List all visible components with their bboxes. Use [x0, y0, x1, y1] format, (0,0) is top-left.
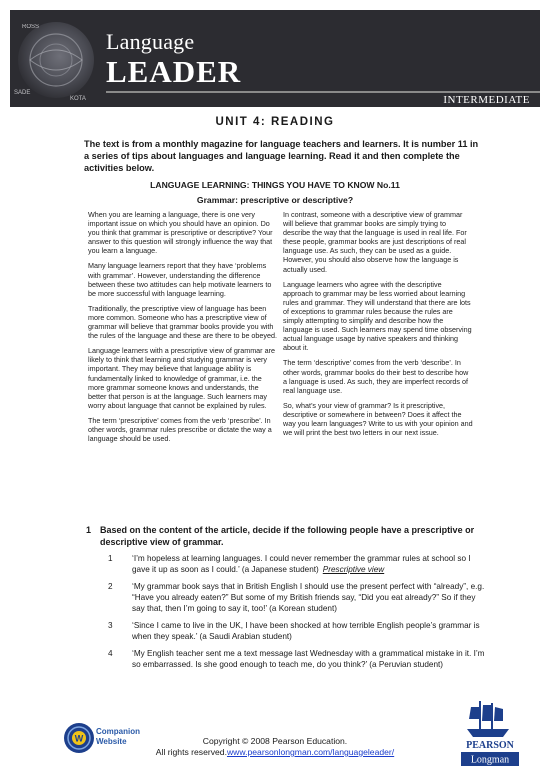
article-title: LANGUAGE LEARNING: THINGS YOU HAVE TO KNOW No.11 [150, 180, 400, 190]
article-paragraph: Language learners who agree with the descriptive approach to grammar may be less worried about learning rules and grammar. They will understand that there are lots of exceptions to grammar rules because the rules are simply attempting to simplify and describe how the language is used. Such learners may spend time observing actual language usage by native speakers and thinking about it. [283, 279, 472, 353]
website-link[interactable]: www.pearsonlongman.com/languageleader/ [226, 747, 395, 757]
activity-item [86, 553, 486, 575]
activity-instruction: Based on the content of the article, decide if the following people have a prescriptive or descriptive view of grammar. [100, 525, 475, 547]
article-paragraph: Traditionally, the prescriptive view of language has been more common. Someone who has a prescriptive view of grammar will believe that grammar books provide you with the rules of the language and these are there to be obeyed. [88, 303, 278, 341]
article-column-right [283, 210, 473, 443]
activity-heading [86, 525, 486, 548]
activity-item [86, 648, 486, 670]
copyright-line: Copyright © 2008 Pearson Education. [202, 736, 348, 746]
brand-divider [106, 91, 540, 93]
companion-label-2: Website [96, 737, 127, 746]
article-paragraph: The term ‘prescriptive’ comes from the verb ‘prescribe’. In other words, grammar rules prescribe or dictate the way a language should be used. [88, 415, 272, 444]
intro-text: The text is from a monthly magazine for language teachers and learners. It is number 11 in a series of tips about languages and language learning. Read it and then complete the activities below. [84, 139, 479, 173]
item-text: ‘My English teacher sent me a text message last Wednesday with a grammatical mistake in it. I’m so embarrassed. Is she good enough to teach me, do you think?’ (a Peruvian student) [132, 649, 485, 669]
item-number: 3 [108, 621, 113, 630]
rights-text: All rights reserved. [155, 747, 227, 757]
unit-title: UNIT 4: READING [215, 116, 335, 128]
svg-text:ROSS: ROSS [22, 24, 40, 30]
brand-line-2: LEADER [106, 54, 242, 89]
companion-label-1: Companion [96, 727, 140, 736]
article-paragraph: Many language learners report that they have ‘problems with grammar’. However, understanding the difference between these two attitudes can help motivate learners to be more successful with language learning. [88, 261, 272, 298]
activity-item [86, 581, 486, 614]
svg-text:KOTA: KOTA [70, 96, 86, 102]
article-subtitle: Grammar: prescriptive or descriptive? [196, 195, 354, 205]
article-paragraph: In contrast, someone with a descriptive view of grammar will believe that grammar books are simply trying to describe the way that the language is used in real life. For these people, grammar books are just descriptions of real language use. As such, they can be used as a guide. However, you should also observe how the language is actually used. [283, 210, 467, 274]
ship-icon [467, 701, 509, 737]
article-paragraph: The term ‘descriptive’ comes from the verb ‘describe’. In other words, grammar books do their best to describe how a language is used. As such, they are imperfect records of real language use. [283, 358, 469, 395]
item-answer: Prescriptive view [322, 565, 385, 574]
pearson-wordmark: PEARSON [466, 740, 514, 751]
item-text: ‘My grammar book says that in British English I should use the present perfect with “already”, e.g. “Have you already eaten?” But some of my British friends say, “Did you eat already?” So if they say that, then I’m going to say it, too!’ (a Korean student) [132, 582, 485, 613]
article-paragraph: Language learners with a prescriptive view of grammar are likely to think that learning and studying grammar is very important. They may believe that language ability is fundamentally linked to knowledge of grammar, i.e. the more grammar someone knows and understands, the better that person is at the language. Such learners may worry about language that cannot be explained by rules. [88, 346, 275, 410]
item-text: ‘Since I came to live in the UK, I have been shocked at how terrible English people’s grammar is when they speak.’ (a Saudi Arabian student) [132, 621, 480, 641]
article-paragraph: When you are learning a language, there is one very important issue on which you should have an opinion. Do you think that grammar is prescriptive or descriptive? Your answer to this question will strongly influence the way that you learn a language. [88, 210, 273, 256]
longman-wordmark: Longman [470, 754, 510, 766]
companion-badge-letter: W [74, 733, 84, 744]
item-number: 4 [108, 649, 113, 658]
svg-text:SADE: SADE [14, 90, 31, 96]
item-number: 1 [108, 554, 113, 563]
article-column-left [88, 210, 278, 449]
copyright-block [0, 733, 550, 758]
level-label: INTERMEDIATE [443, 94, 530, 106]
article-paragraph: So, what’s your view of grammar? Is it prescriptive, descriptive or somewhere in between? Does it affect the way you learn languages? Write to us with your opinion and we will print the best two letters in our next issue. [283, 400, 473, 438]
activity-items [86, 553, 486, 670]
activity-item [86, 620, 486, 642]
globe-logo-icon [10, 10, 102, 107]
item-number: 2 [108, 582, 113, 591]
item-text: ‘I’m hopeless at learning languages. I could never remember the grammar rules at school so I gave it up as soon as I could.’ (a Japanese student) [132, 554, 471, 574]
brand-line-1: Language [106, 29, 195, 54]
header-banner [10, 10, 540, 107]
rights-line [0, 747, 550, 758]
activity-section [86, 525, 486, 676]
activity-number: 1 [86, 525, 92, 535]
